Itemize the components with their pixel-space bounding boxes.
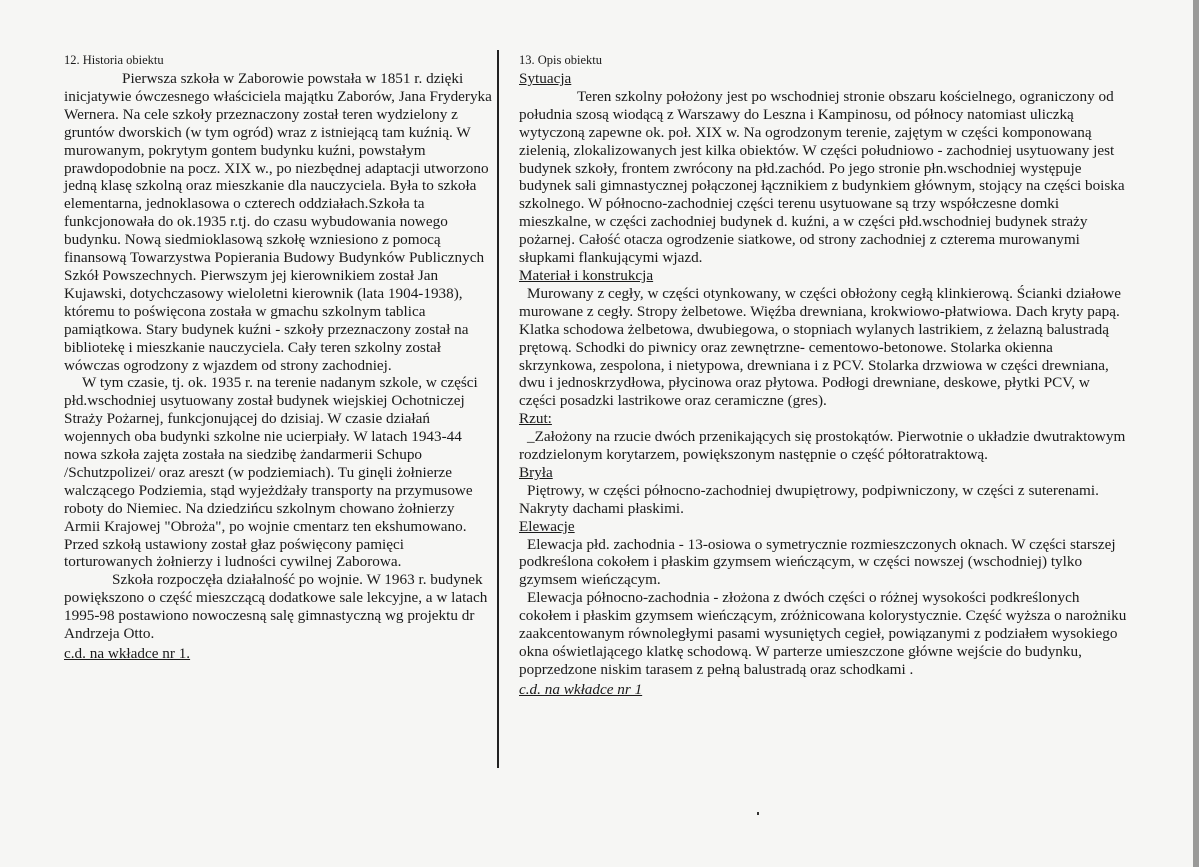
card-edge xyxy=(1193,0,1199,867)
column-divider xyxy=(497,50,499,768)
history-paragraph-2: W tym czasie, tj. ok. 1935 r. na terenie nadanym szkole, w części płd.wschodniej usytuowany został budynek wiejskiej Ochotniczej Straży Pożarnej, funkcjonującej do dzisiaj. W czasie działań wojennych oba budynki szkolne nie ucierpiały. W latach 1943-44 nowa szkoła zajęta została na siedzibę żandarmerii Schupo /Schutzpolizei/ oraz areszt (w podziemiach). Tu ginęli żołnierze walczącego Podziemia, stąd wyjeżdżały transporty na przymusowe roboty do Niemiec. Na dziedzińcu szkolnym chowano żołnierzy Armii Krajowej "Obroża", po wojnie cmentarz ten ekshumowano. Przed szkołą ustawiony został głaz poświęcony pamięci torturowanych żołnierzy i ludności cywilnej Zaborowa. xyxy=(64,374,478,571)
heading-rzut: Rzut: xyxy=(519,410,552,428)
heading-elewacje: Elewacje xyxy=(519,517,575,535)
heading-bryla: Bryła xyxy=(519,463,553,481)
paper-speck xyxy=(757,812,759,815)
history-paragraph-3: Szkoła rozpoczęła działalność po wojnie. W 1963 r. budynek powiększono o część mieszczącą dodatkowe sale lekcyjne, a w latach 1995-98 postawiono nowoczesną salę gimnastyczną wg projektu dr Andrzeja Otto. xyxy=(64,571,488,643)
bryla-text: Piętrowy, w części północno-zachodniej dwupiętrowy, podpiwniczony, w części z suterenami. Nakryty dachami płaskimi. xyxy=(519,481,1099,517)
elewacja-1-text: Elewacja płd. zachodnia - 13-osiowa o symetrycznie rozmieszczonych oknach. W części starszej podkreślona cokołem i płaskim gzymsem wieńczącym, w części nowszej (wschodniej) tylko gzymsem wieńczącym. xyxy=(519,535,1116,589)
description-continued-note: c.d. na wkładce nr 1 xyxy=(519,680,643,698)
history-column xyxy=(64,52,492,663)
history-title: 12. Historia obiektu xyxy=(64,53,164,67)
rzut-text: _Założony na rzucie dwóch przenikających się prostokątów. Pierwotnie o układzie dwutraktowym rozdzielonym korytarzem, powiększonym następnie o część półtoratraktową. xyxy=(519,428,1126,464)
heading-material: Materiał i konstrukcja xyxy=(519,266,654,284)
heading-sytuacja: Sytuacja xyxy=(519,70,572,87)
history-paragraph-1: Pierwsza szkoła w Zaborowie powstała w 1851 r. dzięki inicjatywie ówczesnego właściciela majątku Zaborów, Jana Fryderyka Wernera. Na cele szkoły przeznaczony został teren wydzielony z gruntów dworskich (w tym ogród) wraz z istniejącą tam kuźnią. W murowanym, pokrytym gontem budynku kuźni, powstałym prawdopodobnie na pocz. XIX w., po niezbędnej adaptacji utworzono jedną klasę szkolną oraz mieszkanie dla nauczyciela. Była to szkoła elementarna, jednoklasowa o czterech oddziałach.Szkoła ta funkcjonowała do ok.1935 r.tj. do czasu wybudowania nowego budynku. Nową siedmioklasową szkołę wzniesiono z pomocą finansową Towarzystwa Popierania Budowy Budynków Publicznych Szkół Powszechnych. Pierwszym jej kierownikiem został Jan Kujawski, dotychczasowy wieloletni kierownik (lata 1904-1938), któremu to poświęcona została w gmachu szkolnym tablica pamiątkowa. Stary budynek kuźni - szkoły przeznaczony został na bibliotekę i mieszkanie nauczyciela. Cały teren szkolny został wówczas ogrodzony z wjazdem od strony zachodniej. xyxy=(64,70,492,374)
sytuacja-text: Teren szkolny położony jest po wschodniej stronie obszaru kościelnego, ograniczony od południa szosą wiodącą z Warszawy do Leszna i Kampinosu, od północy natomiast uliczką wytyczoną zapewne ok. poł. XIX w. Na ogrodzonym terenie, zajętym w części komponowaną zielenią, zlokalizowanych jest kilka obiektów. W części południowo - zachodniej usytuowany jest budynek szkoły, frontem zwrócony na płd.zachód. Po jego stronie płn.wschodniej występuje budynek sali gimnastycznej połączonej łącznikiem z budynkiem głównym, stojący na części boiska szkolnego. W północno-zachodniej części terenu usytuowane są trzy współczesne domki mieszkalne, w części zachodniej budynek d. kuźni, a w części płd.wschodniej budynek straży pożarnej. Całość otacza ogrodzenie siatkowe, od strony zachodniej z czterema murowanymi słupkami flankującymi wjazd. xyxy=(519,87,1125,267)
description-title: 13. Opis obiektu xyxy=(519,53,602,67)
history-continued-note: c.d. na wkładce nr 1. xyxy=(64,645,191,662)
elewacja-2-text: Elewacja północno-zachodnia - złożona z dwóch części o różnej wysokości podkreślonych cokołem i płaskim gzymsem wieńczącym, zróżnicowana kolorystycznie. Część wyższa o narożniku zaakcentowanym równoległymi pasami wysuniętych cegieł, powiązanymi z podziałem wysokiego okna oświetlającego klatkę schodową. W parterze umieszczone główne wejście do budynku, poprzedzone niskim tarasem z pełną balustradą oraz schodkami . xyxy=(519,589,1127,678)
description-column xyxy=(519,52,1129,699)
material-text: Murowany z cegły, w części otynkowany, w części obłożony cegłą klinkierową. Ścianki działowe murowane z cegły. Stropy żelbetowe. Więźba drewniana, krokwiowo-płatwiowa. Dach kryty papą. Klatka schodowa żelbetowa, dwubiegowa, o stopniach wylanych lastrikiem, z żelazną balustradą prętową. Schodki do piwnicy oraz zewnętrzne- cementowo-betonowe. Stolarka okienna skrzynkowa, zespolona, i nietypowa, drewniana i z PCV. Stolarka drzwiowa w części drewniana, dwu i jednoskrzydłowa, płycinowa oraz płytowa. Podłogi drewniane, deskowe, płytki PCV, w części posadzki lastrikowe oraz ceramiczne (gres). xyxy=(519,284,1121,410)
